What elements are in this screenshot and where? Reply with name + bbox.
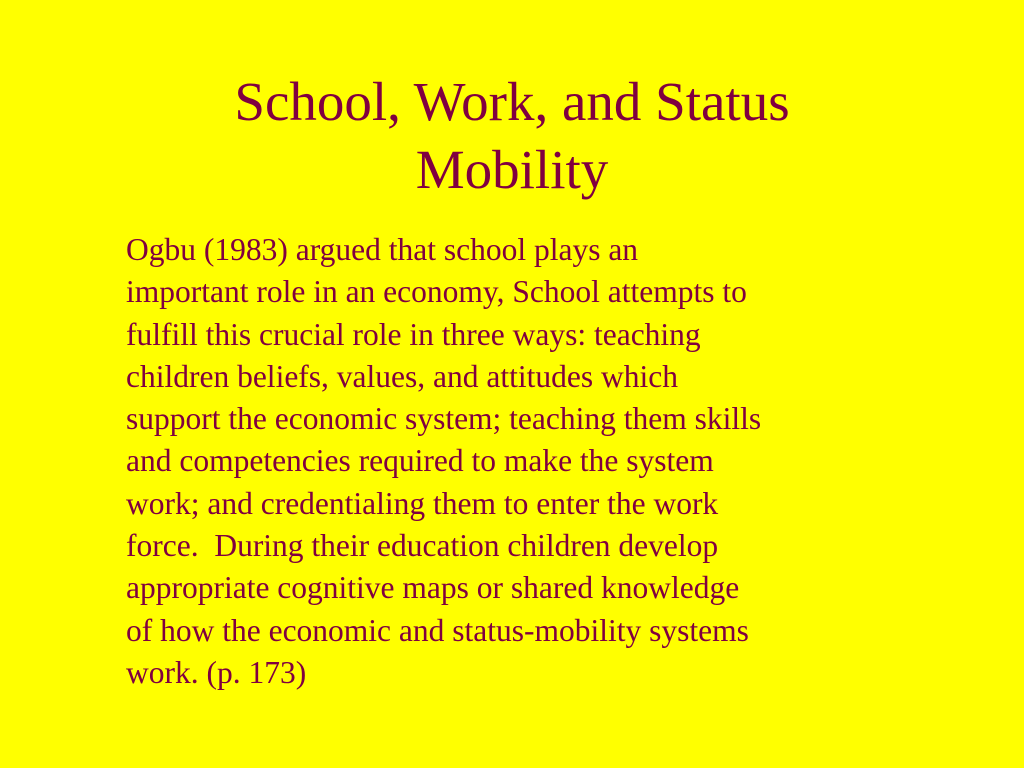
body-line-2: important role in an economy, School attempts to [126,274,747,310]
body-line-8: force. During their education children develop [126,528,719,564]
body-line-3: fulfill this crucial role in three ways: teaching [126,316,701,352]
body-line-11: work. (p. 173) [126,654,307,690]
body-line-1: Ogbu (1983) argued that school plays an [126,232,639,267]
slide-body-text [126,229,946,694]
body-line-10: of how the economic and status-mobility systems [126,612,749,648]
body-line-6: and competencies required to make the system [126,443,714,479]
body-line-4: children beliefs, values, and attitudes which [126,358,678,394]
slide-title-line-1: School, Work, and Status [234,71,790,132]
body-line-5: support the economic system; teaching them skills [126,401,762,437]
body-line-7: work; and credentialing them to enter the work [126,485,719,521]
slide-title-line-2: Mobility [415,139,609,200]
slide-title [100,68,924,204]
body-line-9: appropriate cognitive maps or shared knowledge [126,570,740,606]
